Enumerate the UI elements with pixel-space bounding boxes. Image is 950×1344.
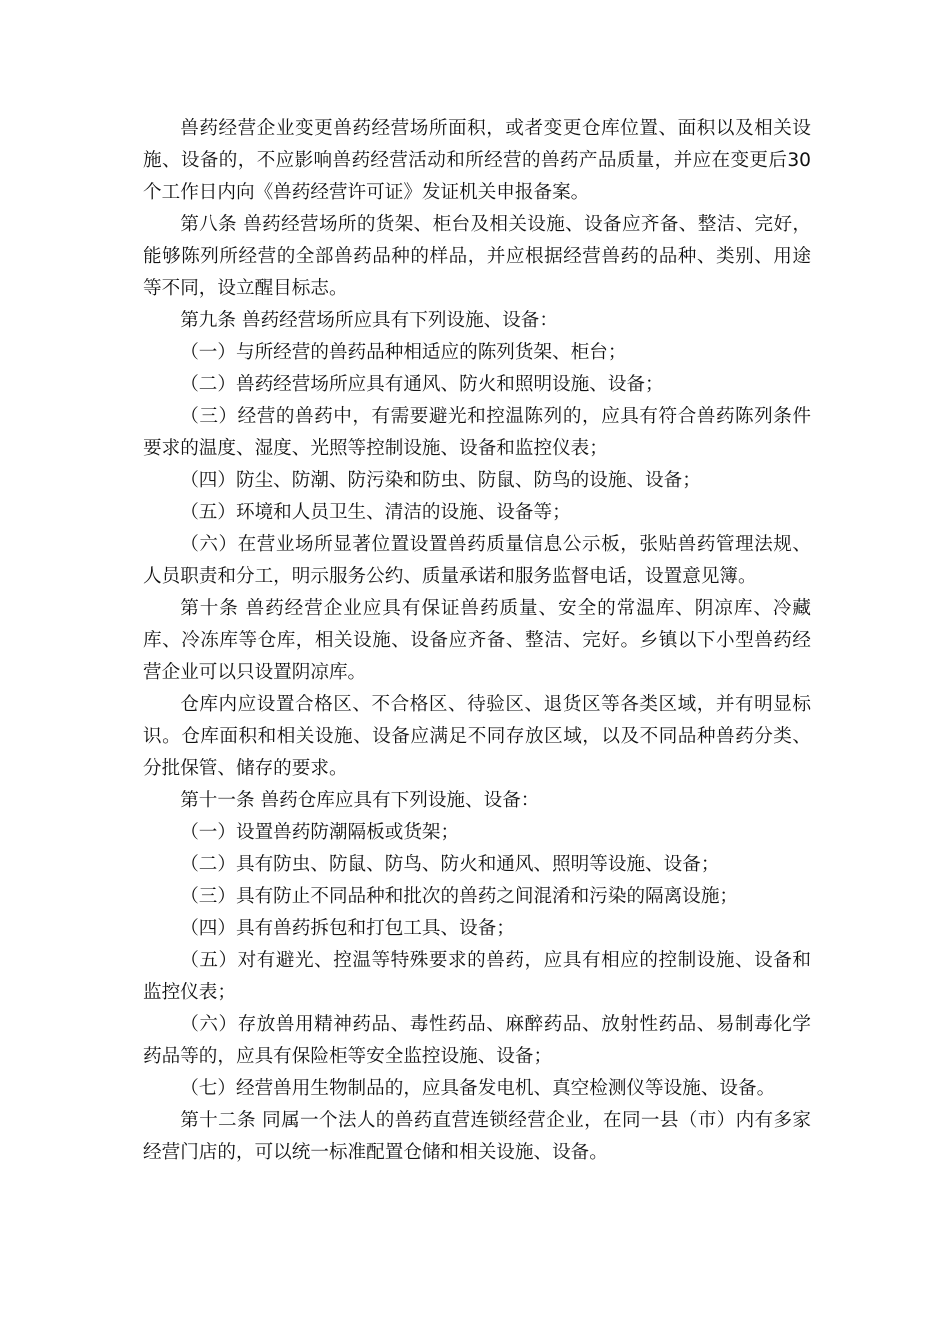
list-item: （三）具有防止不同品种和批次的兽药之间混淆和污染的隔离设施； [180,886,739,907]
paragraph-article-12: 第十二条 同属一个法人的兽药直营连锁经营企业，在同一县（市）内有多家经营门店的，可以统一标准配置仓储和相关设施、设备。 [143,1110,811,1163]
list-item: （四）防尘、防潮、防污染和防虫、防鼠、防鸟的设施、设备； [180,470,701,491]
paragraph-warehouse-zones: 仓库内应设置合格区、不合格区、待验区、退货区等各类区域，并有明显标识。仓库面积和相关设施、设备应满足不同存放区域，以及不同品种兽药分类、分批保管、储存的要求。 [143,694,811,779]
list-item: （三）经营的兽药中，有需要避光和控温陈列的，应具有符合兽药陈列条件要求的温度、湿度、光照等控制设施、设备和监控仪表； [143,406,811,459]
list-item: （一）设置兽药防潮隔板或货架； [180,822,460,843]
paragraph-article-11: 第十一条 兽药仓库应具有下列设施、设备： [180,790,540,811]
list-item: （二）兽药经营场所应具有通风、防火和照明设施、设备； [180,374,664,395]
list-item: （七）经营兽用生物制品的，应具备发电机、真空检测仪等设施、设备。 [180,1078,776,1099]
list-item: （二）具有防虫、防鼠、防鸟、防火和通风、照明等设施、设备； [180,854,720,875]
list-item: （六）在营业场所显著位置设置兽药质量信息公示板，张贴兽药管理法规、人员职责和分工，明示服务公约、质量承诺和服务监督电话，设置意见簿。 [143,534,811,587]
document-body [143,113,811,1169]
list-item: （六）存放兽用精神药品、毒性药品、麻醉药品、放射性药品、易制毒化学药品等的，应具有保险柜等安全监控设施、设备； [143,1014,811,1067]
paragraph-article-9: 第九条 兽药经营场所应具有下列设施、设备： [180,310,558,331]
paragraph-change-filing: 兽药经营企业变更兽药经营场所面积，或者变更仓库位置、面积以及相关设施、设备的，不应影响兽药经营活动和所经营的兽药产品质量，并应在变更后30个工作日内向《兽药经营许可证》发证机关申报备案。 [143,118,811,203]
paragraph-article-8: 第八条 兽药经营场所的货架、柜台及相关设施、设备应齐备、整洁、完好，能够陈列所经营的全部兽药品种的样品，并应根据经营兽药的品种、类别、用途等不同，设立醒目标志。 [143,214,811,299]
list-item: （四）具有兽药拆包和打包工具、设备； [180,918,515,939]
paragraph-article-10: 第十条 兽药经营企业应具有保证兽药质量、安全的常温库、阴凉库、冷藏库、冷冻库等仓库，相关设施、设备应齐备、整洁、完好。乡镇以下小型兽药经营企业可以只设置阴凉库。 [143,598,811,683]
list-item: （一）与所经营的兽药品种相适应的陈列货架、柜台； [180,342,627,363]
list-item: （五）对有避光、控温等特殊要求的兽药，应具有相应的控制设施、设备和监控仪表； [143,950,811,1003]
list-item: （五）环境和人员卫生、清洁的设施、设备等； [180,502,571,523]
